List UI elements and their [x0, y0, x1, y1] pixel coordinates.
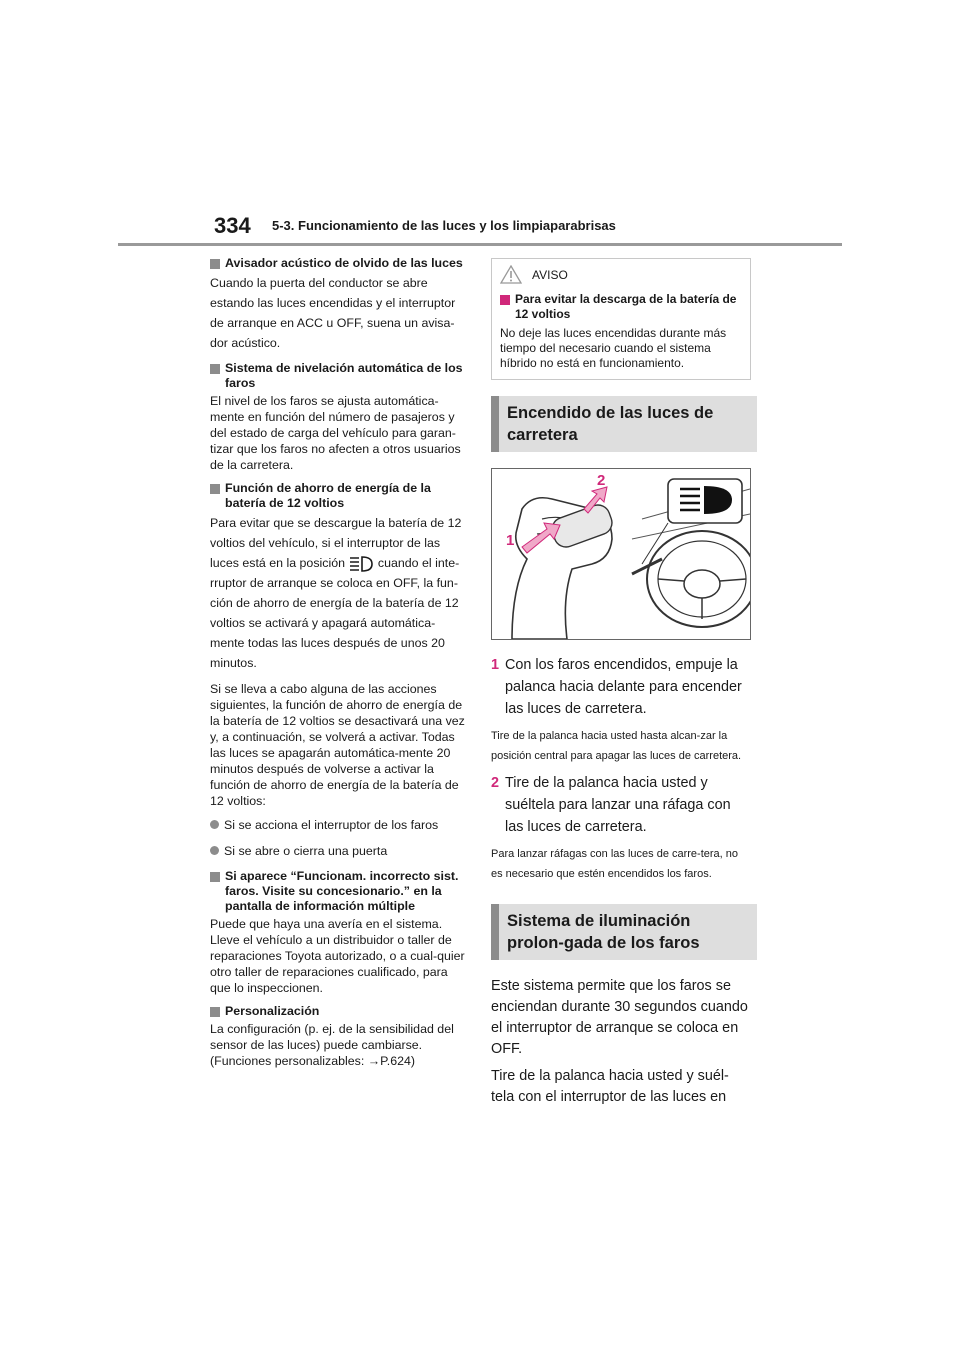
- right-column: [491, 258, 751, 1114]
- heading-extended-lighting: Sistema de iluminación prolon-gada de los faros: [491, 904, 757, 960]
- paragraph: Este sistema permite que los faros se enciendan durante 30 segundos cuando el interruptor de arranque se coloca en OFF.: [491, 978, 748, 1057]
- step-2-note: Para lanzar ráfagas con las luces de carre-tera, no es necesario que estén encendidos los faros.: [491, 848, 739, 880]
- list-item: Si se acciona el interruptor de los faros: [210, 817, 468, 833]
- heading-lights-reminder: Avisador acústico de olvido de las luces: [210, 256, 468, 271]
- left-column: [210, 256, 468, 1077]
- square-bullet-icon: [500, 295, 510, 305]
- circle-bullet-icon: [210, 820, 219, 829]
- section-title: 5-3. Funcionamiento de las luces y los limpiaparabrisas: [272, 218, 616, 233]
- arrow-label-1: 1: [506, 532, 515, 549]
- paragraph: El nivel de los faros se ajusta automática-mente en función del número de pasajeros y del estado de carga del vehículo para garan-tizar que los faros no afecten a otros usuarios de la carretera.: [210, 394, 461, 472]
- paragraph: La configuración (p. ej. de la sensibilidad del sensor de las luces) puede cambiarse. (Funciones personalizables: →P.624): [210, 1022, 454, 1068]
- arrow-label-2: 2: [597, 472, 606, 489]
- square-bullet-icon: [210, 259, 220, 269]
- paragraph: Cuando la puerta del conductor se abre estando las luces encendidas y el interruptor de arranque en ACC u OFF, suena un avisa-dor acústico.: [210, 276, 456, 350]
- warning-text: No deje las luces encendidas durante más tiempo del necesario cuando el sistema híbrido no está en funcionamiento.: [500, 326, 727, 370]
- warning-triangle-icon: [500, 265, 522, 284]
- step-1-note: Tire de la palanca hacia usted hasta alcan-zar la posición central para apagar las luces de carretera.: [491, 730, 742, 762]
- heading-battery-saver: Función de ahorro de energía de la batería de 12 voltios: [210, 481, 468, 511]
- header-rule: [118, 243, 842, 246]
- paragraph: Si se lleva a cabo alguna de las acciones siguientes, la función de ahorro de energía de la batería de 12 voltios se desactivará una vez y, a continuación, se volverá a activar. Todas las luces se apagarán automática-mente 20 minutos después de volverse a activar la función de ahorro de energía de la batería de 12 voltios:: [210, 682, 465, 808]
- headlight-lever-illustration: [491, 468, 751, 640]
- warning-title: Para evitar la descarga de la batería de 12 voltios: [500, 292, 742, 322]
- warning-header: [492, 259, 750, 290]
- heading-personalization: Personalización: [210, 1004, 468, 1019]
- warning-label: AVISO: [532, 267, 568, 282]
- paragraph: Puede que haya una avería en el sistema. Lleve el vehículo a un distribuidor o taller de reparaciones Toyota autorizado, o a cual-quier otro taller de reparaciones cualificado, para que lo inspeccionen.: [210, 917, 465, 995]
- square-bullet-icon: [210, 484, 220, 494]
- heading-auto-leveling: Sistema de nivelación automática de los faros: [210, 361, 468, 391]
- paragraph: Tire de la palanca hacia usted y suél-tela con el interruptor de las luces en: [491, 1068, 729, 1105]
- heading-high-beams: Encendido de las luces de carretera: [491, 396, 757, 452]
- heading-malfunction-message: Si aparece “Funcionam. incorrecto sist. faros. Visite su concesionario.” en la pantalla de información múltiple: [210, 869, 468, 914]
- warning-body: [492, 290, 750, 379]
- paragraph: Para evitar que se descargue la batería de 12 voltios del vehículo, si el interruptor de las luces está en la posición cuando el inte-rruptor de arranque se coloca en OFF, la fun-ción de ahorro de energía de la batería de 12 voltios se activará y apagará automática-mente todas las luces después de unos 20 minutos.: [210, 516, 462, 670]
- page-number: 334: [214, 213, 251, 238]
- square-bullet-icon: [210, 872, 220, 882]
- circle-bullet-icon: [210, 846, 219, 855]
- warning-box: [491, 258, 751, 380]
- step-1: 1 Con los faros encendidos, empuje la palanca hacia delante para encender las luces de carretera.: [491, 657, 742, 717]
- step-2: 2 Tire de la palanca hacia usted y suéltela para lanzar una ráfaga con las luces de carretera.: [491, 775, 731, 835]
- headlight-icon: [348, 555, 374, 573]
- list-item: Si se abre o cierra una puerta: [210, 843, 468, 859]
- square-bullet-icon: [210, 364, 220, 374]
- square-bullet-icon: [210, 1007, 220, 1017]
